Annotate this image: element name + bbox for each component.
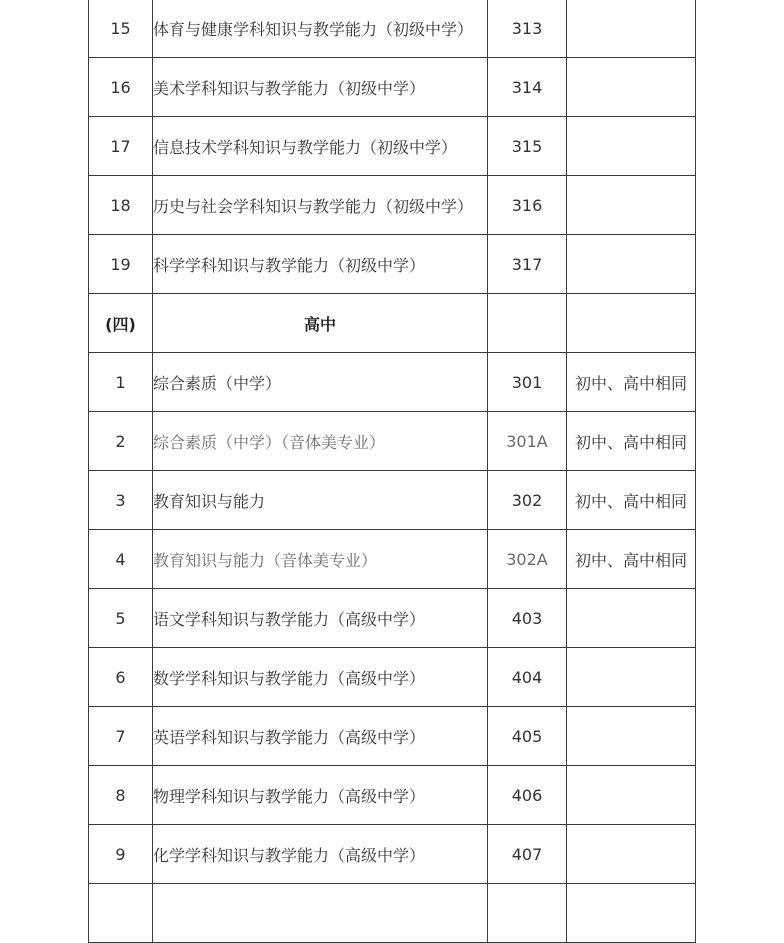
subject-note: [567, 648, 696, 707]
section-title: 高中: [153, 294, 488, 353]
row-number: 15: [89, 0, 153, 58]
section-number: (四): [89, 294, 153, 353]
subject-code: 407: [488, 825, 567, 884]
subject-code: 301A: [488, 412, 567, 471]
table-row: [89, 471, 696, 530]
subject-name: [153, 884, 488, 943]
row-number: 8: [89, 766, 153, 825]
subject-name: 历史与社会学科知识与教学能力（初级中学）: [153, 176, 488, 235]
subject-name: 美术学科知识与教学能力（初级中学）: [153, 58, 488, 117]
row-number: 4: [89, 530, 153, 589]
exam-subject-table: [88, 0, 696, 943]
subject-code: 317: [488, 235, 567, 294]
exam-subject-table-body: [89, 0, 696, 943]
table-row: [89, 117, 696, 176]
table-row: [89, 235, 696, 294]
subject-name: 物理学科知识与教学能力（高级中学）: [153, 766, 488, 825]
subject-name: 语文学科知识与教学能力（高级中学）: [153, 589, 488, 648]
row-number: 2: [89, 412, 153, 471]
subject-note: [567, 825, 696, 884]
row-number: 9: [89, 825, 153, 884]
subject-name: 科学学科知识与教学能力（初级中学）: [153, 235, 488, 294]
row-number: 17: [89, 117, 153, 176]
subject-code: 302: [488, 471, 567, 530]
subject-code: 314: [488, 58, 567, 117]
table-row: [89, 648, 696, 707]
row-number: 7: [89, 707, 153, 766]
table-row: [89, 0, 696, 58]
subject-note: [567, 766, 696, 825]
subject-code: [488, 294, 567, 353]
subject-note: [567, 235, 696, 294]
subject-code: 316: [488, 176, 567, 235]
table-row: [89, 353, 696, 412]
row-number: [89, 884, 153, 943]
subject-code: 404: [488, 648, 567, 707]
subject-name: 化学学科知识与教学能力（高级中学）: [153, 825, 488, 884]
table-row: [89, 176, 696, 235]
subject-code: 405: [488, 707, 567, 766]
subject-note: 初中、高中相同: [567, 471, 696, 530]
table-row: [89, 825, 696, 884]
row-number: 16: [89, 58, 153, 117]
table-row: [89, 58, 696, 117]
table-row: [89, 589, 696, 648]
table-row: [89, 412, 696, 471]
section-header-row: [89, 294, 696, 353]
subject-code: [488, 884, 567, 943]
subject-code: 315: [488, 117, 567, 176]
table-row: [89, 884, 696, 943]
subject-note: [567, 0, 696, 58]
row-number: 3: [89, 471, 153, 530]
subject-code: 406: [488, 766, 567, 825]
subject-name: 综合素质（中学）（音体美专业）: [153, 412, 488, 471]
subject-code: 301: [488, 353, 567, 412]
subject-name: 教育知识与能力（音体美专业）: [153, 530, 488, 589]
subject-name: 信息技术学科知识与教学能力（初级中学）: [153, 117, 488, 176]
subject-code: 403: [488, 589, 567, 648]
subject-code: 302A: [488, 530, 567, 589]
subject-note: [567, 294, 696, 353]
subject-note: [567, 707, 696, 766]
subject-name: 教育知识与能力: [153, 471, 488, 530]
subject-note: [567, 58, 696, 117]
row-number: 5: [89, 589, 153, 648]
subject-note: [567, 589, 696, 648]
table-row: [89, 766, 696, 825]
subject-note: 初中、高中相同: [567, 412, 696, 471]
subject-name: 数学学科知识与教学能力（高级中学）: [153, 648, 488, 707]
subject-name: 综合素质（中学）: [153, 353, 488, 412]
row-number: 1: [89, 353, 153, 412]
subject-note: 初中、高中相同: [567, 353, 696, 412]
subject-name: 英语学科知识与教学能力（高级中学）: [153, 707, 488, 766]
subject-note: [567, 176, 696, 235]
row-number: 18: [89, 176, 153, 235]
subject-code: 313: [488, 0, 567, 58]
subject-note: 初中、高中相同: [567, 530, 696, 589]
table-row: [89, 530, 696, 589]
row-number: 6: [89, 648, 153, 707]
subject-note: [567, 884, 696, 943]
row-number: 19: [89, 235, 153, 294]
subject-name: 体育与健康学科知识与教学能力（初级中学）: [153, 0, 488, 58]
subject-note: [567, 117, 696, 176]
table-row: [89, 707, 696, 766]
